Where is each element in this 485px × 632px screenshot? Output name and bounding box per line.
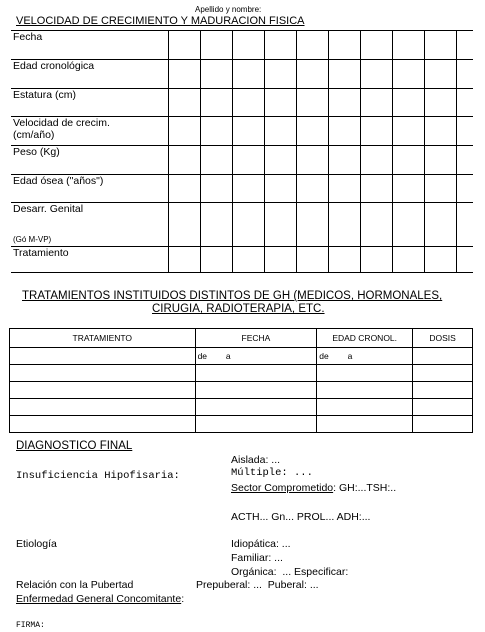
row-label: Peso (Kg) <box>11 146 169 175</box>
growth-value-cell[interactable] <box>169 247 201 273</box>
date-cell[interactable] <box>195 382 317 399</box>
growth-table <box>11 30 473 273</box>
growth-value-cell[interactable] <box>297 247 329 273</box>
growth-value-cell[interactable] <box>265 175 297 203</box>
dose-cell[interactable] <box>413 348 473 365</box>
growth-value-cell[interactable] <box>169 89 201 117</box>
growth-value-cell[interactable] <box>169 31 201 60</box>
growth-value-cell[interactable] <box>361 31 393 60</box>
sector-field: Sector Comprometido: GH:...TSH:.. <box>231 482 397 494</box>
growth-value-cell[interactable] <box>169 203 201 247</box>
growth-value-cell[interactable] <box>265 31 297 60</box>
growth-value-cell[interactable] <box>233 175 265 203</box>
col-header-fecha: FECHA <box>195 329 317 348</box>
growth-value-cell[interactable] <box>297 89 329 117</box>
growth-value-cell[interactable] <box>329 175 361 203</box>
growth-value-cell[interactable] <box>425 60 457 89</box>
growth-value-cell[interactable] <box>361 247 393 273</box>
growth-value-cell[interactable] <box>233 60 265 89</box>
growth-value-cell[interactable] <box>425 247 457 273</box>
idiopatica-field: Idiopática: ... <box>231 538 291 550</box>
growth-value-cell[interactable] <box>233 247 265 273</box>
section2-title-line2: CIRUGIA, RADIOTERAPIA, ETC. <box>152 303 325 315</box>
growth-value-cell[interactable] <box>457 89 473 117</box>
table-row <box>11 175 473 203</box>
growth-value-cell[interactable] <box>425 203 457 247</box>
table-row <box>10 348 473 365</box>
growth-value-cell[interactable] <box>265 247 297 273</box>
treatment-cell[interactable] <box>10 416 196 433</box>
growth-value-cell[interactable] <box>425 117 457 146</box>
table-row <box>11 31 473 60</box>
growth-value-cell[interactable] <box>265 117 297 146</box>
dose-cell[interactable] <box>413 399 473 416</box>
age-cell[interactable] <box>317 399 413 416</box>
table-row <box>11 247 473 273</box>
growth-value-cell[interactable] <box>201 203 233 247</box>
growth-value-cell[interactable] <box>457 31 473 60</box>
growth-value-cell[interactable] <box>297 117 329 146</box>
growth-value-cell[interactable] <box>393 203 425 247</box>
age-cell[interactable] <box>317 365 413 382</box>
growth-value-cell[interactable] <box>361 117 393 146</box>
table-row <box>11 89 473 117</box>
treatment-cell[interactable] <box>10 348 196 365</box>
growth-value-cell[interactable] <box>329 89 361 117</box>
patient-name-label: Apellido y nombre: <box>195 5 262 14</box>
row-label: Estatura (cm) <box>11 89 169 117</box>
growth-value-cell[interactable] <box>265 60 297 89</box>
table-row <box>10 365 473 382</box>
hormones-field: ACTH... Gn... PROL... ADH:... <box>231 511 371 523</box>
table-row <box>10 382 473 399</box>
growth-value-cell[interactable] <box>169 175 201 203</box>
growth-value-cell[interactable] <box>393 31 425 60</box>
aislada-field: Aislada: ... <box>231 454 281 466</box>
growth-value-cell[interactable] <box>265 146 297 175</box>
dose-cell[interactable] <box>413 382 473 399</box>
growth-value-cell[interactable] <box>393 89 425 117</box>
growth-value-cell[interactable] <box>201 175 233 203</box>
row-label: Tratamiento <box>11 247 169 273</box>
pubertad-field: Prepuberal: ... Puberal: ... <box>196 579 319 591</box>
growth-value-cell[interactable] <box>329 247 361 273</box>
growth-value-cell[interactable] <box>329 31 361 60</box>
growth-value-cell[interactable] <box>169 146 201 175</box>
growth-value-cell[interactable] <box>329 146 361 175</box>
growth-value-cell[interactable] <box>329 203 361 247</box>
growth-value-cell[interactable] <box>425 146 457 175</box>
growth-value-cell[interactable] <box>169 117 201 146</box>
organica-field: Orgánica: ... Especificar: <box>231 566 349 578</box>
date-cell[interactable] <box>195 365 317 382</box>
growth-value-cell[interactable] <box>233 146 265 175</box>
date-range-cell[interactable]: de a <box>195 348 317 365</box>
row-label: Desarr. Genital (Gó M-VP) <box>11 203 169 247</box>
section2-title-line1: TRATAMIENTOS INSTITUIDOS DISTINTOS DE GH (MEDICOS, HORMONALES, <box>22 290 443 302</box>
treatments-table <box>9 328 473 433</box>
growth-value-cell[interactable] <box>297 203 329 247</box>
date-cell[interactable] <box>195 416 317 433</box>
growth-value-cell[interactable] <box>425 31 457 60</box>
table-row <box>11 117 473 146</box>
familiar-field: Familiar: ... <box>231 552 283 564</box>
section1-title: VELOCIDAD DE CRECIMIENTO Y MADURACION FISICA <box>16 15 305 27</box>
row-label: Edad cronológica <box>11 60 169 89</box>
growth-value-cell[interactable] <box>201 89 233 117</box>
growth-value-cell[interactable] <box>457 60 473 89</box>
growth-value-cell[interactable] <box>361 89 393 117</box>
growth-value-cell[interactable] <box>233 203 265 247</box>
growth-value-cell[interactable] <box>297 31 329 60</box>
col-header-edad: EDAD CRONOL. <box>317 329 413 348</box>
growth-value-cell[interactable] <box>361 203 393 247</box>
growth-value-cell[interactable] <box>201 247 233 273</box>
treatment-cell[interactable] <box>10 365 196 382</box>
growth-value-cell[interactable] <box>457 146 473 175</box>
treatment-cell[interactable] <box>10 399 196 416</box>
growth-value-cell[interactable] <box>329 60 361 89</box>
growth-value-cell[interactable] <box>393 60 425 89</box>
treatment-cell[interactable] <box>10 382 196 399</box>
enfermedad-field: Enfermedad General Concomitante: <box>16 593 185 605</box>
growth-value-cell[interactable] <box>201 60 233 89</box>
growth-value-cell[interactable] <box>393 146 425 175</box>
age-range-cell[interactable]: de a <box>317 348 413 365</box>
growth-value-cell[interactable] <box>169 60 201 89</box>
growth-value-cell[interactable] <box>457 175 473 203</box>
growth-value-cell[interactable] <box>265 203 297 247</box>
table-row <box>11 60 473 89</box>
age-cell[interactable] <box>317 416 413 433</box>
growth-value-cell[interactable] <box>425 175 457 203</box>
table-row <box>11 146 473 175</box>
growth-value-cell[interactable] <box>233 117 265 146</box>
growth-value-cell[interactable] <box>201 117 233 146</box>
multiple-field: Múltiple: ... <box>231 467 313 479</box>
dose-cell[interactable] <box>413 365 473 382</box>
col-header-dosis: DOSIS <box>413 329 473 348</box>
table-row <box>10 399 473 416</box>
row-label: Edad ósea ("años") <box>11 175 169 203</box>
relacion-label: Relación con la Pubertad <box>16 579 134 591</box>
insuficiencia-label: Insuficiencia Hipofisaria: <box>16 470 180 482</box>
growth-value-cell[interactable] <box>329 117 361 146</box>
growth-value-cell[interactable] <box>425 89 457 117</box>
date-cell[interactable] <box>195 399 317 416</box>
growth-value-cell[interactable] <box>201 146 233 175</box>
table-row <box>11 203 473 247</box>
growth-value-cell[interactable] <box>393 175 425 203</box>
growth-value-cell[interactable] <box>265 89 297 117</box>
growth-value-cell[interactable] <box>297 60 329 89</box>
growth-value-cell[interactable] <box>457 247 473 273</box>
growth-value-cell[interactable] <box>361 146 393 175</box>
diagnosis-title: DIAGNOSTICO FINAL <box>16 440 133 452</box>
growth-value-cell[interactable] <box>457 203 473 247</box>
growth-value-cell[interactable] <box>297 175 329 203</box>
growth-value-cell[interactable] <box>361 60 393 89</box>
row-label: Fecha <box>11 31 169 60</box>
etiologia-label: Etiología <box>16 538 57 550</box>
firma-label: FIRMA: <box>16 621 45 630</box>
growth-value-cell[interactable] <box>233 89 265 117</box>
growth-value-cell[interactable] <box>457 117 473 146</box>
growth-value-cell[interactable] <box>361 175 393 203</box>
growth-value-cell[interactable] <box>201 31 233 60</box>
age-cell[interactable] <box>317 382 413 399</box>
dose-cell[interactable] <box>413 416 473 433</box>
growth-value-cell[interactable] <box>393 117 425 146</box>
growth-value-cell[interactable] <box>393 247 425 273</box>
col-header-tratamiento: TRATAMIENTO <box>10 329 196 348</box>
row-label: Velocidad de crecim. (cm/año) <box>11 117 169 146</box>
growth-value-cell[interactable] <box>233 31 265 60</box>
table-row <box>10 416 473 433</box>
growth-value-cell[interactable] <box>297 146 329 175</box>
